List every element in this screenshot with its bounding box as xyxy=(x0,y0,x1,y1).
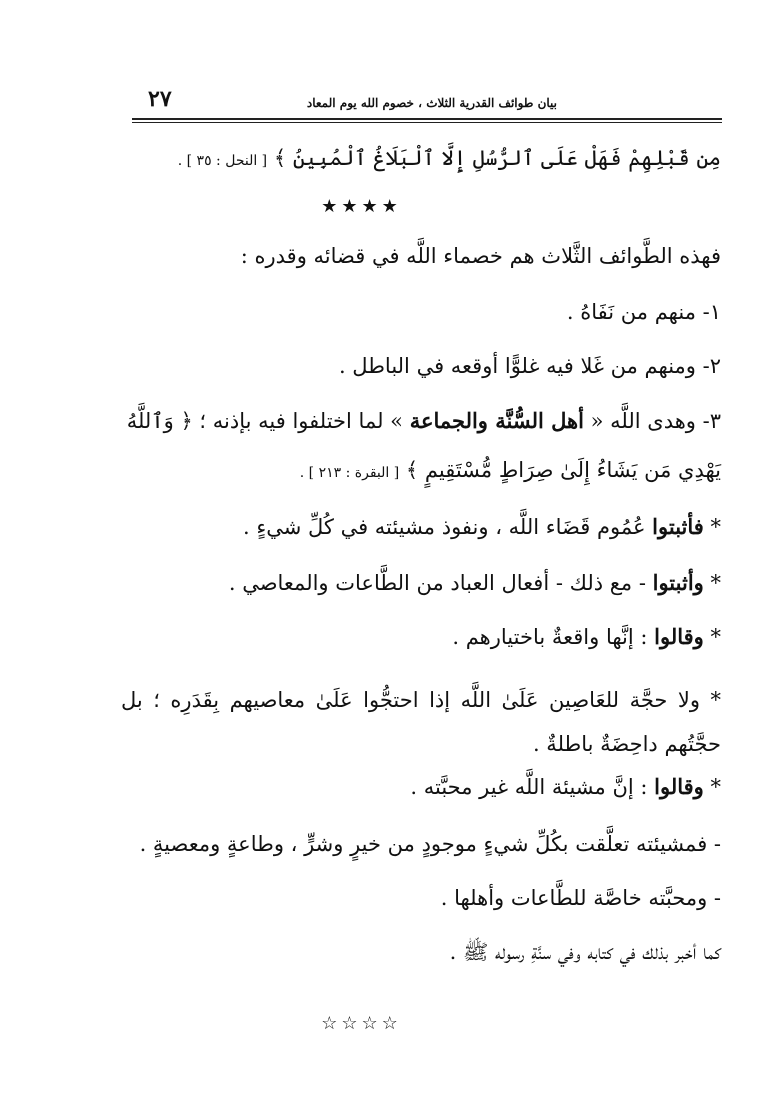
page-number: ٢٧ xyxy=(148,86,172,112)
bullet-choice xyxy=(452,624,721,650)
running-title: بيان طوائف القدرية الثلاث ، خصوم الله يوم المعاد xyxy=(306,96,557,110)
bullet-mark: * xyxy=(703,571,721,595)
bullet-will-love xyxy=(410,774,721,800)
header-rule xyxy=(132,118,722,123)
bullet-keyword: وأثبتوا xyxy=(652,570,704,595)
verse-reference: [ البقرة : ٢١٣ ] . xyxy=(299,465,400,481)
section-separator-end: ☆☆☆☆ xyxy=(321,1013,402,1034)
bullet-keyword: وقالوا xyxy=(654,774,704,799)
ahl-sunnah-bold: أهل السُّنَّة والجماعة xyxy=(409,408,584,433)
bullet-mark: * xyxy=(703,515,721,539)
page-header xyxy=(132,82,722,116)
bullet-keyword: فأثبتوا xyxy=(652,514,704,539)
list-item-3 xyxy=(127,408,721,434)
bullet-mark: * xyxy=(703,625,721,649)
bullet-text: - مع ذلك - أفعال العباد من الطَّاعات والمعاصي . xyxy=(228,571,653,595)
quran-verse: مِن قَبْلِهِمْ فَهَلْ عَلَى ٱلرُّسُلِ إِلَّا ٱلْبَلَاغُ ٱلْمُبِينُ ﴾ xyxy=(273,146,721,170)
list-item-3-start: ٣- وهدى اللَّه « xyxy=(583,409,721,433)
bullet-text: : إنَّها واقعةٌ باختيارهم . xyxy=(452,625,655,649)
dash-item-love: - ومحبَّته خاصَّة للطَّاعات وأهلها . xyxy=(440,886,721,910)
bullet-affirm-decree xyxy=(243,514,721,540)
dash-item-will: - فمشيئته تعلَّقت بكُلِّ شيءٍ موجودٍ من خيرٍ وشرٍّ ، وطاعةٍ ومعصيةٍ . xyxy=(139,832,721,856)
paragraph-intro: فهذه الطَّوائف الثَّلاث هم خصماء اللَّه في قضائه وقدره : xyxy=(240,244,721,268)
section-separator: ★★★★ xyxy=(321,196,402,217)
list-item-1: ١- منهم من نَفَاهُ . xyxy=(566,300,721,324)
quran-verse: يَهْدِي مَن يَشَاءُ إِلَىٰ صِرَاطٍ مُّسْتَقِيمٍ ﴾ xyxy=(405,458,721,482)
verse-reference: [ النحل : ٣٥ ] . xyxy=(177,153,268,169)
bullet-text: : إنَّ مشيئة اللَّه غير محبَّته . xyxy=(410,775,655,799)
verse-line-2 xyxy=(300,458,721,483)
list-item-2: ٢- ومنهم من غَلا فيه غلوًّا أوقعه في الباطل . xyxy=(338,354,721,378)
bullet-affirm-deeds xyxy=(229,570,721,596)
verse-line-1 xyxy=(178,146,721,171)
bullet-keyword: وقالوا xyxy=(654,624,704,649)
closing-line: كما أخبر بذلك في كتابه وفي سنَّةِ رسوله ﷺ . xyxy=(449,940,721,964)
bullet-mark: * xyxy=(703,775,721,799)
bullet-text: عُمُوم قَضَاء اللَّه ، ونفوذ مشيئته في كُلِّ شيءٍ . xyxy=(243,515,653,539)
list-item-3-end: » لما اختلفوا فيه بإذنه ؛ ﴿ وَٱللَّهُ xyxy=(126,409,410,433)
bullet-no-excuse: * ولا حجَّة للعَاصِين عَلَىٰ اللَّه إذا احتجُّوا عَلَىٰ معاصيهم بِقَدَرِه ؛ بل حجَّتُهم داحِضَةٌ باطلةٌ . xyxy=(121,688,721,756)
